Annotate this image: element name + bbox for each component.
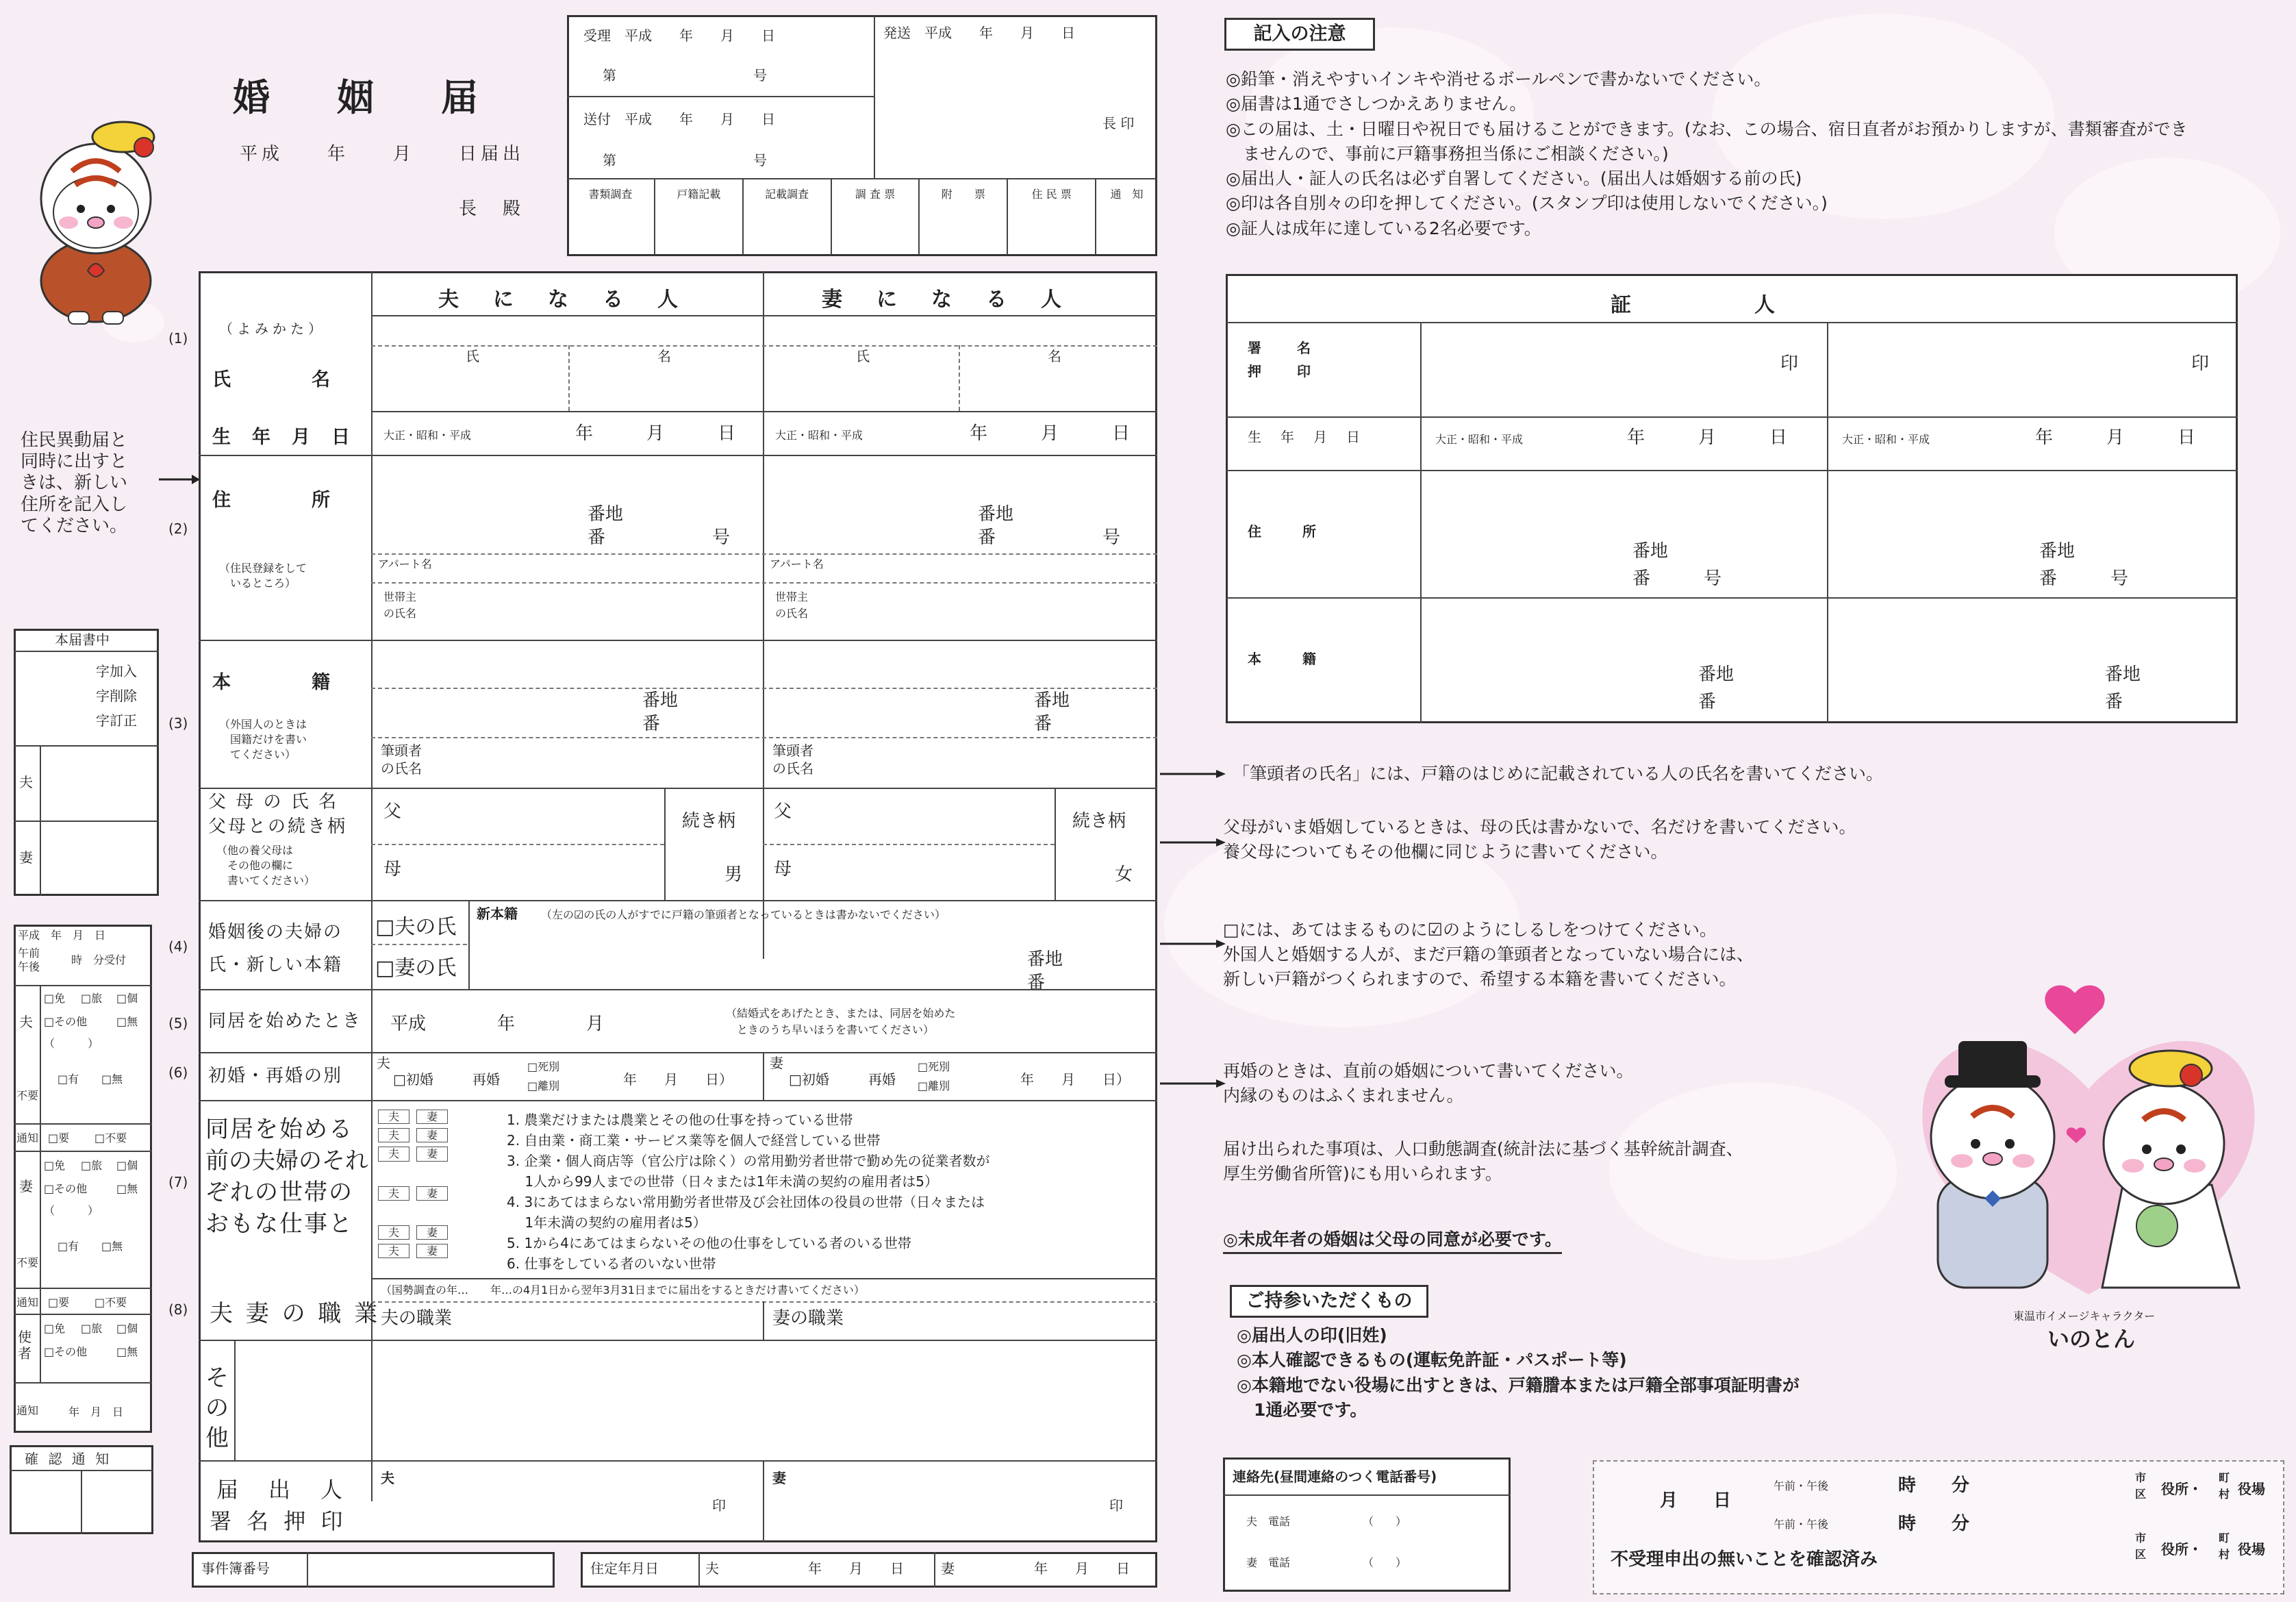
id-option[interactable]: □旅 <box>81 1322 103 1335</box>
correction-wife: 妻 <box>19 849 33 866</box>
check-cell[interactable]: 附 票 <box>920 179 1008 255</box>
work-items: 1. 農業だけまたは農業とその他の仕事を持っている世帯 2. 自由業・商工業・サービス業等を個人で経営している世帯 3. 企業・個人商店等（官公庁は除く）の常用勤労者世帯で勤め先の従業者数が 1人から99人までの世帯（日々または1年未満の契約の雇用者は5） 4. 3にあてはまらない常用勤労者世帯及び会社団体の役員の世帯（日々または 1年未満の契約の雇用者は5） 5. 1から4にあてはまらないその他の仕事をしている者のいる世帯 6. 仕事をしている者のいない世帯 <box>507 1112 990 1272</box>
id-option[interactable]: □有 <box>58 1073 79 1086</box>
witness2-address-field[interactable] <box>1831 474 2228 590</box>
forwarded-number[interactable]: 第 号 <box>603 152 767 168</box>
work-checkbox-grid[interactable]: 夫 妻 夫 妻 夫 妻 夫 妻 夫 妻 夫 妻 <box>378 1110 481 1258</box>
husband-phone-field[interactable]: （ ） <box>1363 1515 1407 1528</box>
id-option[interactable]: □その他 <box>44 1182 88 1195</box>
filing-date-line[interactable]: 平成 年 月 日届出 <box>240 144 525 164</box>
arrow-icon <box>1160 768 1226 779</box>
receipt-time[interactable]: 時 分受付 <box>71 953 127 966</box>
name-label: 氏 名 <box>212 369 331 390</box>
received-date[interactable]: 受理 平成 年 月 日 <box>583 27 775 44</box>
id-option[interactable]: □無 <box>101 1073 123 1086</box>
husband-first-checkbox[interactable]: □初婚 <box>393 1071 433 1088</box>
mother-field-wife[interactable]: 母 <box>774 859 792 879</box>
husband-honseki-field[interactable] <box>374 644 634 733</box>
confirm-label: 確 認 通 知 <box>25 1451 112 1467</box>
wife-address-field[interactable] <box>766 459 971 548</box>
work-label: 同居を始める 前の夫婦のそれ ぞれの世帯の おもな仕事と <box>205 1116 368 1238</box>
witness2-name-field[interactable] <box>1831 326 2173 401</box>
receipt-month-day[interactable]: 月 日 <box>1660 1490 1732 1511</box>
non-acceptance-confirmed: 不受理申出の無いことを確認済み <box>1611 1549 1878 1570</box>
guide-head-person: 「筆頭者の氏名」には、戸籍のはじめに記載されている人の氏名を書いてください。 <box>1233 764 1884 784</box>
cohab-date-field[interactable]: 平成 年 月 <box>390 1014 605 1034</box>
correction-delete[interactable]: 字削除 <box>96 688 137 704</box>
id-option[interactable]: □無 <box>116 1345 138 1358</box>
receipt-time-2[interactable]: 時 分 <box>1898 1514 1970 1534</box>
received-number[interactable]: 第 号 <box>603 67 767 84</box>
bring-list: ◎届出人の印(旧姓) ◎本人確認できるもの(運転免許証・パスポート等) ◎本籍地でない役場に出すときは、戸籍謄本または戸籍全部事項証明書が 1通必要です。 <box>1237 1325 1800 1420</box>
address-label: 住 所 <box>212 490 331 511</box>
guide-remarriage-1: 再婚のときは、直前の婚姻について書いてください。 <box>1223 1061 1634 1081</box>
check-cell[interactable]: 戸籍記載 <box>655 179 744 255</box>
other-field[interactable] <box>237 1342 1155 1457</box>
id-option[interactable]: □個 <box>116 992 138 1005</box>
wife-surname-checkbox[interactable]: □妻の氏 <box>375 956 457 980</box>
husband-header: 夫 に な る 人 <box>438 288 685 312</box>
wife-signature-field[interactable] <box>787 1486 1089 1534</box>
guide-parents-2: 養父母についてもその他欄に同じように書いてください。 <box>1223 842 1668 862</box>
guide-parents-1: 父母がいま婚姻しているときは、母の氏は書かないで、名だけを書いてください。 <box>1223 817 1856 837</box>
witness2-birth[interactable]: 年 月 日 <box>2035 427 2196 448</box>
check-cell[interactable]: 記載調査 <box>744 179 832 255</box>
id-option[interactable]: □無 <box>116 1015 138 1028</box>
husband-divorce-checkbox[interactable]: □離別 <box>527 1079 560 1092</box>
check-cell[interactable]: 書類調査 <box>567 179 655 255</box>
notify-option[interactable]: □不要 <box>94 1131 127 1144</box>
wife-honseki-field[interactable] <box>766 644 1026 733</box>
correction-title: 本届書中 <box>55 631 110 648</box>
correction-husband: 夫 <box>19 774 33 790</box>
birth-label: 生 年 月 日 <box>212 427 351 448</box>
contact-title: 連絡先(昼間連絡のつく電話番号) <box>1233 1468 1437 1485</box>
correction-box <box>14 629 159 896</box>
correction-add[interactable]: 字加入 <box>96 663 137 679</box>
arrow-icon <box>1160 1078 1226 1089</box>
check-cell[interactable]: 通 知 <box>1110 188 1144 201</box>
father-field-wife[interactable]: 父 <box>774 801 792 822</box>
witness1-name-field[interactable] <box>1424 326 1767 401</box>
husband-address-field[interactable] <box>374 459 579 548</box>
husband-death-checkbox[interactable]: □死別 <box>527 1060 560 1073</box>
notify-option[interactable]: □要 <box>48 1296 70 1309</box>
chief-addressee: 長 殿 <box>459 199 525 219</box>
id-option[interactable]: □無 <box>116 1182 138 1195</box>
notify-option[interactable]: □要 <box>48 1131 70 1144</box>
wife-first-checkbox[interactable]: □初婚 <box>789 1071 829 1088</box>
witness1-birth[interactable]: 年 月 日 <box>1627 427 1788 448</box>
arrow-icon <box>1160 938 1226 949</box>
wife-seal[interactable]: 印 <box>1109 1497 1123 1514</box>
cohab-label: 同居を始めたとき <box>208 1011 362 1031</box>
id-option[interactable]: □旅 <box>81 1159 103 1172</box>
witness1-honseki-field[interactable] <box>1424 601 1821 718</box>
notes-title: 記入の注意 <box>1224 18 1375 51</box>
id-option[interactable]: □個 <box>116 1322 138 1335</box>
address-change-note: 住民異動届と 同時に出すと きは、新しい 住所を記入し てください。 <box>21 430 128 536</box>
mascot-caption: 東温市イメージキャラクター <box>2013 1310 2156 1323</box>
wife-residence-date[interactable]: 年 月 日 <box>1034 1560 1130 1577</box>
witness2-seal[interactable]: 印 <box>2191 353 2210 374</box>
honseki-label: 本 籍 <box>212 672 331 693</box>
husband-name-field[interactable] <box>374 370 760 410</box>
wife-relation[interactable]: 女 <box>1115 864 1133 885</box>
husband-seal[interactable]: 印 <box>712 1497 726 1514</box>
guide-minor: ◎未成年者の婚姻は父母の同意が必要です。 <box>1223 1227 1562 1254</box>
id-option[interactable]: □個 <box>116 1159 138 1172</box>
notes-list: ◎鉛筆・消えやすいインキや消せるボールペンで書かないでください。 ◎届書は1通でさしつかえありません。 ◎この届は、土・日曜日や祝日でも届けることができます。(なお、この場合、宿日直者がお預かりしますが、書類審査ができ ませんので、事前に戸籍事務担当係にご相談ください。) ◎届出人・証人の氏名は必ず自署してください。(届出人は婚姻する前の氏) ◎印は各自別々の印を押してください。(スタンプ印は使用しないでください。) ◎証人は成年に達している2名必要です。 <box>1226 69 2188 238</box>
wife-birth-field[interactable]: 年 月 日 <box>970 423 1131 444</box>
id-option[interactable]: □無 <box>101 1240 123 1253</box>
guide-checkbox-2: 外国人と婚姻する人が、まだ戸籍の筆頭者となっていない場合には、 <box>1223 944 1754 964</box>
case-number-field[interactable] <box>310 1555 552 1585</box>
id-option[interactable]: □その他 <box>44 1345 88 1358</box>
id-option[interactable]: □その他 <box>44 1015 88 1028</box>
father-field[interactable]: 父 <box>383 801 402 822</box>
wife-divorce-checkbox[interactable]: □離別 <box>918 1079 950 1092</box>
id-option[interactable]: □有 <box>58 1240 79 1253</box>
sent-date[interactable]: 発送 平成 年 月 日 <box>883 25 1075 41</box>
mother-field[interactable]: 母 <box>383 859 402 879</box>
new-honseki-field[interactable] <box>479 931 1013 986</box>
receipt-time-1[interactable]: 時 分 <box>1898 1475 1970 1496</box>
id-option[interactable]: □免 <box>44 992 66 1005</box>
witness1-seal[interactable]: 印 <box>1780 353 1799 374</box>
id-husband-label: 夫 <box>19 1014 33 1030</box>
witness2-honseki-field[interactable] <box>1831 601 2228 718</box>
husband-job-field[interactable]: 夫の職業 <box>381 1308 453 1329</box>
id-user-label: 使者 <box>18 1329 31 1362</box>
husband-signature-field[interactable] <box>397 1486 698 1534</box>
arrow-icon <box>1160 837 1226 848</box>
husband-surname-checkbox[interactable]: □夫の氏 <box>375 915 457 939</box>
arrow-icon <box>159 473 200 486</box>
guide-statistics-1: 届け出られた事項は、人口動態調査(統計法に基づく基幹統計調査、 <box>1223 1139 1743 1159</box>
marriage-type-label: 初婚・再婚の別 <box>208 1066 343 1086</box>
wife-name-field[interactable] <box>766 370 1155 410</box>
check-cell[interactable]: 住 民 票 <box>1008 179 1096 255</box>
mascot-bride-illustration <box>21 82 185 329</box>
husband-residence-date[interactable]: 年 月 日 <box>808 1560 904 1577</box>
witness-title: 証 人 <box>1611 293 1775 317</box>
mascot-name: いのとん <box>2047 1326 2136 1352</box>
bring-title: ご持参いただくもの <box>1230 1285 1428 1318</box>
form-title: 婚 姻 届 <box>233 76 493 119</box>
wife-phone-field[interactable]: （ ） <box>1363 1556 1407 1569</box>
wife-header: 妻 に な る 人 <box>822 288 1068 312</box>
id-wife-label: 妻 <box>19 1178 33 1194</box>
husband-relation[interactable]: 男 <box>724 864 743 885</box>
wife-death-checkbox[interactable]: □死別 <box>918 1060 950 1073</box>
office-check-row <box>567 179 1157 255</box>
forwarded-date[interactable]: 送付 平成 年 月 日 <box>583 111 775 127</box>
notify-option[interactable]: □不要 <box>94 1296 127 1309</box>
receipt-date[interactable]: 平成 年 月 日 <box>18 929 106 942</box>
id-option[interactable]: □旅 <box>81 992 103 1005</box>
check-cell[interactable]: 調 査 票 <box>832 179 920 255</box>
guide-statistics-2: 厚生労働省所管)にも用いられます。 <box>1223 1164 1502 1184</box>
witness1-address-field[interactable] <box>1424 474 1821 590</box>
wife-job-field[interactable]: 妻の職業 <box>772 1308 844 1329</box>
guide-remarriage-2: 内縁のものはふくまれません。 <box>1223 1086 1464 1105</box>
guide-checkbox-1: □には、あてはまるものに☑のようにしるしをつけてください。 <box>1223 920 1717 940</box>
id-option[interactable]: □免 <box>44 1322 66 1335</box>
mascot-couple-illustration <box>1897 973 2280 1315</box>
other-label: そ の 他 <box>205 1364 229 1452</box>
chief-seal: 長 印 <box>1102 115 1135 132</box>
guide-checkbox-3: 新しい戸籍がつくられますので、希望する本籍を書いてください。 <box>1223 969 1737 989</box>
id-option[interactable]: □免 <box>44 1159 66 1172</box>
husband-birth-field[interactable]: 年 月 日 <box>575 423 736 444</box>
correction-fix[interactable]: 字訂正 <box>96 712 137 729</box>
